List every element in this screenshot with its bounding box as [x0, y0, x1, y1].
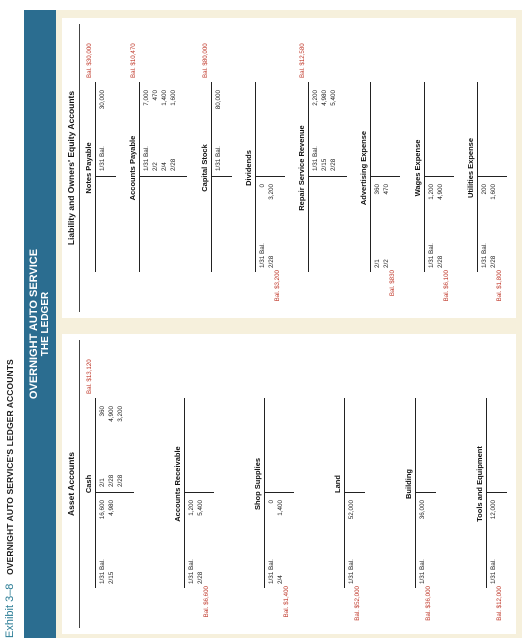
asset-accounts-panel	[62, 334, 516, 634]
t-account-top-line	[95, 82, 96, 272]
t-account-divider	[370, 176, 400, 177]
t-account-divider	[255, 176, 285, 177]
credit-label: 1/31 Bal.	[214, 146, 222, 171]
balance-label: Bal. $30,000	[86, 43, 93, 78]
t-account-top-line	[486, 398, 487, 588]
t-account-divider	[264, 492, 294, 493]
credit-label: 2/2	[152, 162, 160, 171]
t-account-divider	[95, 492, 134, 493]
debit-label: 1/31 Bal.	[490, 559, 497, 584]
t-account-top-line	[344, 398, 345, 588]
credit-amount: 360	[99, 406, 106, 417]
exhibit-title	[4, 359, 18, 638]
heading-rule	[79, 340, 80, 628]
debit-label: 1/31 Bal.	[258, 243, 266, 268]
credit-label: 2/15	[321, 158, 329, 171]
credit-amount: 5,400	[330, 90, 338, 106]
account-title: Advertising Expense	[359, 130, 369, 206]
liability-equity-heading: Liability and Owners' Equity Accounts	[66, 90, 76, 246]
debit-label: 1/31 Bal.	[268, 559, 275, 584]
debit-amount: 470	[383, 184, 391, 195]
balance-label: Bal. $12,580	[299, 43, 307, 78]
debit-amount: 52,000	[348, 500, 355, 520]
company-name: OVERNIGHT AUTO SERVICE	[28, 248, 40, 400]
account-title: Utilities Expense	[466, 137, 475, 199]
account-title: Shop Supplies	[253, 457, 262, 511]
account-title: Wages Expense	[412, 139, 422, 197]
debit-amount: 3,200	[267, 184, 275, 200]
balance-label: Bal. $10,470	[130, 43, 138, 78]
account-title: Capital Stock	[199, 144, 209, 192]
credit-amount: 3,200	[117, 406, 124, 422]
debit-label: 2/28	[490, 255, 497, 268]
ledger-exhibit	[24, 10, 522, 638]
credit-label: 2/28	[330, 158, 338, 171]
t-account-top-line	[370, 82, 371, 272]
credit-label: 2/1	[99, 478, 106, 487]
t-account-top-line	[415, 398, 416, 588]
credit-label: 1/31 Bal.	[99, 146, 106, 171]
t-account-divider	[424, 176, 454, 177]
t-account-top-line	[477, 82, 478, 272]
account-utilities-expense	[466, 18, 508, 318]
balance-label: Bal. $3,200	[273, 270, 281, 302]
credit-label: 1/31 Bal.	[143, 146, 151, 171]
debit-label: 1/31 Bal.	[419, 559, 426, 584]
account-notes-payable	[84, 18, 117, 318]
account-shop-supplies	[253, 334, 295, 634]
t-account-divider	[139, 176, 187, 177]
balance-label: Bal. $52,000	[354, 586, 361, 621]
credit-amount: 7,000	[143, 90, 151, 106]
balance-label: Bal. $12,000	[496, 586, 503, 621]
t-account-top-line	[184, 398, 185, 588]
debit-label: 2/28	[436, 255, 444, 268]
t-account-top-line	[139, 82, 140, 272]
debit-label: 2/28	[197, 571, 204, 584]
account-title: Accounts Payable	[128, 135, 138, 201]
credit-label: 1/31 Bal.	[312, 146, 320, 171]
exhibit-name: OVERNIGHT AUTO SERVICE'S LEDGER ACCOUNTS	[5, 359, 15, 575]
t-account-divider	[211, 176, 232, 177]
account-repair-service-revenue	[297, 18, 348, 318]
t-account-top-line	[255, 82, 256, 272]
account-title: Cash	[84, 474, 93, 494]
heading-rule	[79, 24, 80, 312]
account-title: Building	[404, 469, 413, 499]
credit-amount: 2,200	[312, 90, 320, 106]
t-account-top-line	[264, 398, 265, 588]
account-title: Repair Service Revenue	[297, 125, 307, 211]
account-wages-expense	[413, 18, 455, 318]
credit-amount: 1,400	[161, 90, 169, 106]
credit-amount: 80,000	[214, 90, 222, 110]
exhibit-label: Exhibit 3–8	[4, 583, 16, 638]
balance-label: Bal. $36,000	[425, 586, 432, 621]
balance-label: Bal. $80,000	[201, 43, 209, 78]
t-account-divider	[308, 176, 347, 177]
asset-accounts-heading: Asset Accounts	[66, 452, 76, 516]
account-dividends	[244, 18, 286, 318]
debit-amount: 12,000	[490, 500, 497, 520]
debit-label: 1/31 Bal.	[481, 243, 488, 268]
account-title: Tools and Equipment	[475, 446, 484, 522]
balance-label: Bal. $6,100	[442, 270, 450, 302]
account-title: Notes Payable	[84, 142, 93, 194]
debit-label: 1/31 Bal.	[99, 559, 106, 584]
account-building	[404, 334, 437, 634]
debit-label: 1/31 Bal.	[427, 243, 435, 268]
debit-amount: 1,200	[188, 500, 195, 516]
debit-label: 1/31 Bal.	[348, 559, 355, 584]
debit-label: 2/4	[277, 575, 284, 584]
liability-equity-accounts-panel	[62, 18, 516, 318]
t-account-divider	[344, 492, 365, 493]
t-account-divider	[486, 492, 507, 493]
t-account-top-line	[95, 398, 96, 588]
debit-label: 2/15	[108, 571, 115, 584]
debit-amount: 4,900	[436, 184, 444, 200]
balance-label: Bal. $830	[389, 270, 397, 297]
account-title: Dividends	[243, 150, 253, 186]
debit-amount: 1,200	[427, 184, 435, 200]
credit-amount: 4,900	[108, 406, 115, 422]
debit-label: 2/2	[383, 259, 391, 268]
account-advertising-expense	[359, 18, 401, 318]
account-accounts-receivable	[173, 334, 215, 634]
t-account-divider	[477, 176, 507, 177]
credit-amount: 30,000	[99, 90, 106, 110]
debit-amount: 1,400	[277, 500, 284, 516]
t-account-divider	[184, 492, 214, 493]
credit-label: 2/28	[170, 158, 178, 171]
credit-label: 2/4	[161, 162, 169, 171]
debit-amount: 1,600	[490, 184, 497, 200]
account-accounts-payable	[128, 18, 188, 318]
t-account-divider	[95, 176, 116, 177]
debit-label: 2/1	[374, 259, 382, 268]
debit-amount: 200	[481, 184, 488, 195]
account-title: Land	[333, 475, 342, 493]
debit-label: 2/28	[267, 255, 275, 268]
t-account-divider	[415, 492, 436, 493]
credit-amount: 4,980	[321, 90, 329, 106]
debit-amount: 16,600	[99, 500, 106, 520]
ledger-title: THE LEDGER	[40, 291, 51, 357]
account-title: Accounts Receivable	[173, 446, 182, 522]
debit-amount: 360	[374, 184, 382, 195]
debit-amount: 36,000	[419, 500, 426, 520]
credit-amount: 470	[152, 90, 160, 101]
debit-amount: 4,980	[108, 500, 115, 516]
credit-label: 2/28	[108, 474, 115, 487]
credit-label: 2/28	[117, 474, 124, 487]
t-account-top-line	[424, 82, 425, 272]
debit-label: 1/31 Bal.	[188, 559, 195, 584]
credit-amount: 1,600	[170, 90, 178, 106]
account-tools-and-equipment	[475, 334, 508, 634]
balance-label: Bal. $1,400	[283, 586, 290, 618]
account-cash	[84, 334, 135, 634]
ledger-banner	[24, 10, 56, 638]
debit-amount: 0	[268, 500, 275, 504]
account-land	[333, 334, 366, 634]
t-account-top-line	[211, 82, 212, 272]
balance-label: Bal. $1,800	[496, 270, 503, 302]
balance-label: Bal. $6,600	[203, 586, 210, 618]
balance-label: Bal. $13,120	[86, 359, 93, 394]
account-capital-stock	[200, 18, 233, 318]
debit-amount: 5,400	[197, 500, 204, 516]
t-account-top-line	[308, 82, 309, 272]
debit-amount: 0	[258, 184, 266, 188]
